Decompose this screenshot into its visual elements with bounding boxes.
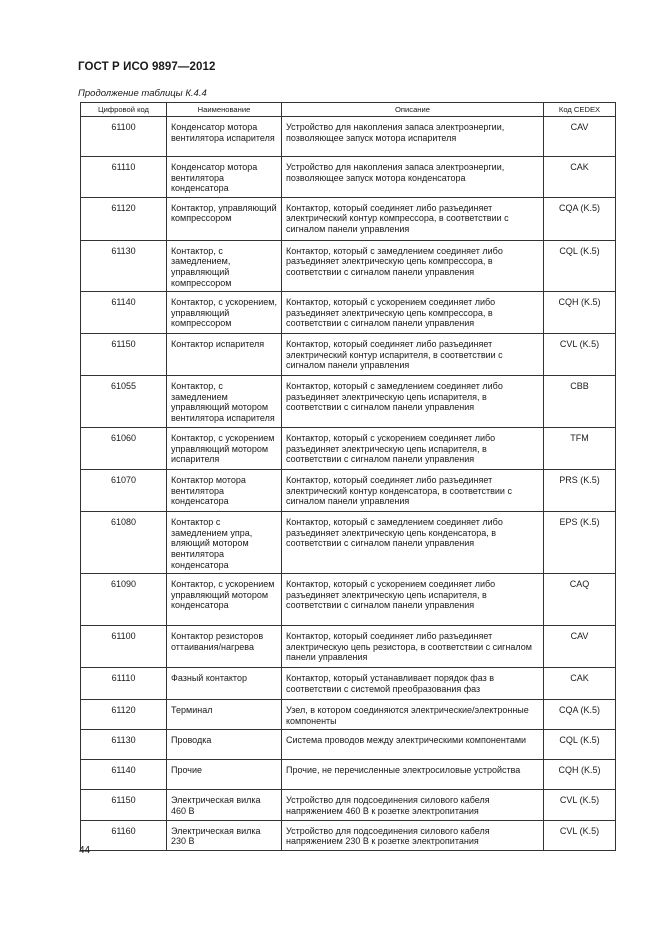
cell-code: 61150 — [81, 790, 167, 820]
cell-code: 61140 — [81, 760, 167, 790]
cell-description: Контактор, который соединяет либо разъединяет электрический контур компрессора, в соответствии с сигналом панели управления — [282, 197, 544, 240]
cell-name: Контактор резисторов оттаивания/нагрева — [167, 626, 282, 668]
cell-name: Контактор с замедлением упра, вляющий мотором вентилятора конденсатора — [167, 512, 282, 574]
cell-name: Контактор, с ускорением управляющий мотором испарителя — [167, 428, 282, 470]
cell-description: Контактор, который соединяет либо разъединяет электрический контур испарителя, в соответствии с сигналом панели управления — [282, 334, 544, 376]
cell-description: Контактор, который с ускорением соединяет либо разъединяет электрическую цепь испарителя, в соответствии с сигналом панели управления — [282, 574, 544, 626]
cell-description: Прочие, не перечисленные электросиловые устройства — [282, 760, 544, 790]
column-header-code: Цифровой код — [81, 103, 167, 117]
cell-description: Система проводов между электрическими компонентами — [282, 730, 544, 760]
cell-name: Конденсатор мотора вентилятора испарителя — [167, 117, 282, 157]
column-header-description: Описание — [282, 103, 544, 117]
table-row — [81, 700, 616, 730]
cell-cedex: CQH (K.5) — [544, 292, 616, 334]
cell-code: 61140 — [81, 292, 167, 334]
table-row — [81, 157, 616, 198]
cell-name: Контактор, с замедлением, управляющий компрессором — [167, 240, 282, 291]
cell-description: Контактор, который с замедлением соединяет либо разъединяет электрическую цепь испарителя, в соответствии с сигналом панели управления — [282, 376, 544, 428]
cell-cedex: PRS (K.5) — [544, 470, 616, 512]
table-row — [81, 730, 616, 760]
cell-code: 61070 — [81, 470, 167, 512]
cell-name: Контактор, с замедлением управляющий мотором вентилятора испарителя — [167, 376, 282, 428]
cell-code: 61055 — [81, 376, 167, 428]
cell-name: Фазный контактор — [167, 668, 282, 700]
column-header-name: Наименование — [167, 103, 282, 117]
cell-name: Терминал — [167, 700, 282, 730]
cell-name: Прочие — [167, 760, 282, 790]
table-row — [81, 292, 616, 334]
table-row — [81, 574, 616, 626]
cell-cedex: CQL (K.5) — [544, 730, 616, 760]
cell-cedex: EPS (K.5) — [544, 512, 616, 574]
cell-code: 61120 — [81, 700, 167, 730]
table-row — [81, 117, 616, 157]
page-number: 44 — [79, 845, 91, 856]
cell-cedex: TFM — [544, 428, 616, 470]
table-row — [81, 240, 616, 291]
cell-code: 61130 — [81, 240, 167, 291]
cell-code: 61100 — [81, 626, 167, 668]
cell-cedex: CQH (K.5) — [544, 760, 616, 790]
cell-description: Устройство для подсоединения силового кабеля напряжением 460 В к розетке электропитания — [282, 790, 544, 820]
cell-description: Контактор, который с замедлением соединяет либо разъединяет электрическую цепь конденсатора, в соответствии с сигналом панели управления — [282, 512, 544, 574]
table-row — [81, 428, 616, 470]
cell-cedex: CVL (K.5) — [544, 334, 616, 376]
cell-name: Контактор, с ускорением управляющий мотором конденсатора — [167, 574, 282, 626]
table-row — [81, 334, 616, 376]
cell-cedex: CVL (K.5) — [544, 790, 616, 820]
cell-code: 61090 — [81, 574, 167, 626]
cell-description: Контактор, который устанавливает порядок фаз в соответствии с системой преобразования фаз — [282, 668, 544, 700]
table-row — [81, 376, 616, 428]
cell-name: Контактор мотора вентилятора конденсатора — [167, 470, 282, 512]
table-row — [81, 626, 616, 668]
document-header: ГОСТ Р ИСО 9897—2012 — [78, 61, 216, 73]
table-row — [81, 197, 616, 240]
cell-name: Контактор, с ускорением, управляющий компрессором — [167, 292, 282, 334]
cell-cedex: CVL (K.5) — [544, 820, 616, 850]
cell-description: Контактор, который соединяет либо разъединяет электрический контур конденсатора, в соответствии с сигналом панели управления — [282, 470, 544, 512]
cell-code: 61130 — [81, 730, 167, 760]
cell-code: 61080 — [81, 512, 167, 574]
cell-description: Контактор, который с ускорением соединяет либо разъединяет электрическую цепь компрессора, в соответствии с сигналом панели управления — [282, 292, 544, 334]
cell-name: Контактор, управляющий компрессором — [167, 197, 282, 240]
cell-name: Контактор испарителя — [167, 334, 282, 376]
table-row — [81, 512, 616, 574]
cell-code: 61150 — [81, 334, 167, 376]
table-row — [81, 470, 616, 512]
table-row — [81, 790, 616, 820]
cell-code: 61110 — [81, 668, 167, 700]
cell-cedex: CAV — [544, 117, 616, 157]
cell-code: 61120 — [81, 197, 167, 240]
cell-name: Электрическая вилка 460 В — [167, 790, 282, 820]
cell-description: Контактор, который с замедлением соединяет либо разъединяет электрическую цепь компрессора, в соответствии с сигналом панели управления — [282, 240, 544, 291]
cell-code: 61110 — [81, 157, 167, 198]
cell-cedex: CAK — [544, 668, 616, 700]
cell-cedex: CAV — [544, 626, 616, 668]
cell-description: Узел, в котором соединяются электрические/электронные компоненты — [282, 700, 544, 730]
cedex-code-table — [80, 102, 616, 851]
table-row — [81, 820, 616, 850]
table-caption: Продолжение таблицы К.4.4 — [78, 88, 207, 99]
cell-cedex: CQA (K.5) — [544, 197, 616, 240]
table-header-row — [81, 103, 616, 117]
cell-name: Проводка — [167, 730, 282, 760]
cell-cedex: CAQ — [544, 574, 616, 626]
cell-name: Электрическая вилка 230 В — [167, 820, 282, 850]
cell-cedex: CBB — [544, 376, 616, 428]
table-row — [81, 668, 616, 700]
table-row — [81, 760, 616, 790]
cell-code: 61100 — [81, 117, 167, 157]
cell-cedex: CQL (K.5) — [544, 240, 616, 291]
column-header-cedex: Код CEDEX — [544, 103, 616, 117]
cell-name: Конденсатор мотора вентилятора конденсатора — [167, 157, 282, 198]
cell-cedex: CAK — [544, 157, 616, 198]
cell-description: Контактор, который с ускорением соединяет либо разъединяет электрическую цепь испарителя, в соответствии с сигналом панели управления — [282, 428, 544, 470]
cell-code: 61160 — [81, 820, 167, 850]
cell-description: Контактор, который соединяет либо разъединяет электрическую цепь резистора, в соответствии с сигналом панели управления — [282, 626, 544, 668]
cell-description: Устройство для подсоединения силового кабеля напряжением 230 В к розетке электропитания — [282, 820, 544, 850]
cell-cedex: CQA (K.5) — [544, 700, 616, 730]
table-body — [81, 117, 616, 851]
cell-description: Устройство для накопления запаса электроэнергии, позволяющее запуск мотора конденсатора — [282, 157, 544, 198]
cell-code: 61060 — [81, 428, 167, 470]
cell-description: Устройство для накопления запаса электроэнергии, позволяющее запуск мотора испарителя — [282, 117, 544, 157]
